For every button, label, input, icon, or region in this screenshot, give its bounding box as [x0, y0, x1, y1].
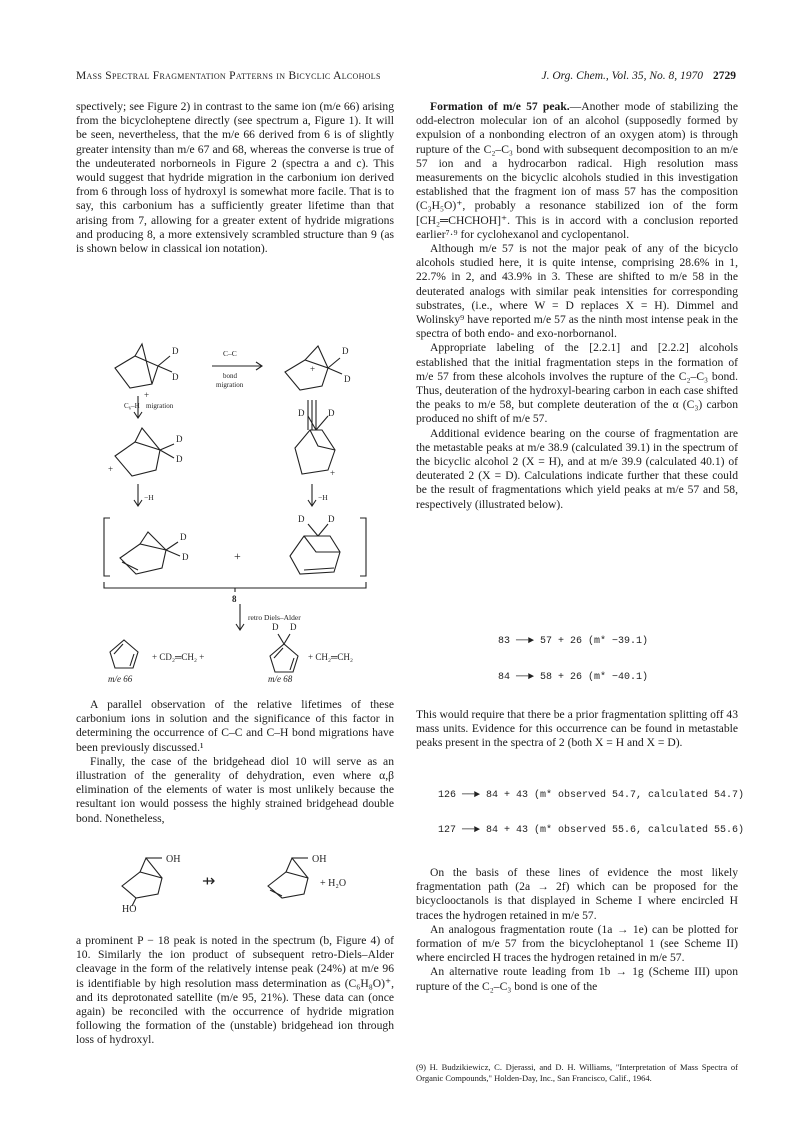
atom-label: D: [328, 408, 335, 418]
col1-bottom-text: [76, 934, 394, 1048]
paragraph: A parallel observation of the relative lifetimes of these carbonium ions in solution and the significance of this factor in determining the occurrence of C–C and C–H bond migrations have been previously discussed.¹: [76, 698, 394, 754]
minus-h-label: −H: [318, 493, 328, 502]
paragraph: Finally, the case of the bridgehead diol 10 will serve as an illustration of the generality of dehydration, even where α,β elimination of the elements of water is most unlikely because the resultant ion would possess the highly strained bridgehead double bond. Nonetheless,: [76, 754, 394, 825]
mz66-label: m/e 66: [108, 674, 133, 683]
arrow-cc-label: bond: [223, 372, 237, 380]
col2-bottom-text: [416, 866, 738, 994]
col2-top-text: [416, 100, 738, 512]
hydroxyl-label: OH: [166, 854, 181, 865]
atom-label: D: [182, 552, 189, 562]
atom-label: D: [176, 454, 183, 464]
paragraph: An analogous fragmentation route (1a → 1e) can be plotted for formation of m/e 57 from the bicycloheptanol 1 (see Scheme II) where encircled H traces the hydrogen retained in m/e 57.: [416, 922, 738, 965]
product-ethylene-d2: + CD₂═CH₂ +: [152, 652, 205, 662]
hydroxyl-label: OH: [312, 854, 327, 865]
atom-label: D: [272, 622, 279, 632]
equation: 83 ──► 57 + 26 (m* −39.1): [498, 636, 649, 647]
paragraph: This would require that there be a prior fragmentation splitting off 43 mass units. Evidence for this occurrence can be found in metastable peaks present in the spectra of 2 (both X = H and X = D).: [416, 708, 738, 750]
paragraph: a prominent P − 18 peak is noted in the spectrum (b, Figure 4) of 10. Similarly the ion product of subsequent retro-Diels–Alder cleavage in the form of the relatively intense peak (24%) at m/e 96 is identifiable by high resolution mass determination as (C₆H₈O)⁺, and its deprotonated satellite (m/e 95, 21%). These data can (once again) be reconciled with the occurrence of hydride migration following the formation of the (unstable) bridgehead ion through loss of hydroxyl.: [76, 934, 394, 1047]
charge-label: +: [310, 364, 316, 374]
footnote: (9) H. Budzikiewicz, C. Djerassi, and D. H. Williams, "Interpretation of Mass Spectra of Organic Compounds," Holden-Day, Inc., San Francisco, Calif., 1964.: [416, 1062, 738, 1083]
col2-mid-text: [416, 708, 738, 751]
arrow-ch-label: migration: [146, 402, 174, 410]
running-title: Mass Spectral Fragmentation Patterns in Bicyclic Alcohols: [76, 70, 381, 82]
plus-sign: +: [234, 549, 241, 563]
section-heading: Formation of m/e 57 peak.: [430, 100, 570, 113]
paragraph: An alternative route leading from 1b → 1g (Scheme III) upon rupture of the C₂–C₃ bond is one of the: [416, 965, 738, 993]
equation: 84 ──► 58 + 26 (m* −40.1): [498, 672, 649, 683]
paragraph: Appropriate labeling of the [2.2.1] and [2.2.2] alcohols established that the initial fragmentation steps in the formation of m/e 57 from these alcohols involves the rupture of the C₂–C₃ bond. Thus, deuteration of the hydroxyl-bearing carbon in each case shifted the peaks to m/e 58, but complete deuteration of the α (C₃) carbon produced no shift of m/e 57.: [416, 341, 738, 426]
atom-label: D: [172, 346, 179, 356]
hydroxyl-label: HO: [122, 904, 137, 912]
paragraph: spectively; see Figure 2) in contrast to the same ion (m/e 66) arising from the bicycloheptene directly (see spectrum a, Figure 1). It will be seen, nevertheless, that the m/e 66 derived from 6 is of slightly greater intensity than m/e 67 and 68, whereas the converse is true of the undeuterated norborneols in Figure 2 (spectra a and c). This would suggest that hydride migration in the carbonium ion derived from 6 through loss of hydroxyl is somewhat more facile. That is to say, this carbonium has a sufficiently greater lifetime than that arising from 7, allowing for a greater extent of hydride migrations and producing 8, a more extensively scrambled structure than 9 (as is shown below in classical ion notation).: [76, 100, 394, 256]
plus-water: + H₂O: [320, 878, 347, 889]
arrow-cc-label: migration: [216, 381, 244, 389]
atom-label: D: [342, 346, 349, 356]
atom-label: D: [328, 514, 335, 524]
paragraph-m57: Formation of m/e 57 peak.—Another mode of stabilizing the odd-electron molecular ion of an alcohol (supposedly formed by expulsion of a nonbonding electron of an oxygen atom) is through rupture of the C₂–C₃ bond with subsequent decomposition to an m/e 57 ion and a hydrocarbon radical. High resolution mass measurements on the bicyclic alcohols studied in this investigation established that the fragment ion of mass 57 has the composition (C₃H₅O)⁺, probably a resonance stabilized ion of the form [CH₂═CHCHOH]⁺. This is in accord with a conclusion reported earlier⁷·⁹ for cyclohexanol and cyclopentanol.: [416, 100, 738, 241]
page-number: 2729: [713, 70, 736, 82]
charge-label: +: [330, 468, 336, 478]
mz68-label: m/e 68: [268, 674, 293, 683]
atom-label: D: [298, 514, 305, 524]
charge-label: +: [108, 464, 114, 474]
atom-label: D: [172, 372, 179, 382]
atom-label: D: [290, 622, 297, 632]
equation: 127 ──► 84 + 43 (m* observed 55.6, calculated 55.6): [438, 825, 745, 836]
paragraph: Although m/e 57 is not the major peak of any of the bicyclo alcohols studied here, it is quite intense, comprising 28.6% in 1, 22.7% in 2, and 43.9% in 3. These are shifted to m/e 58 in the deuterated analogs with similar peak intensities for corresponding substrates, (i.e., where W = D replaces X = H). Dimmel and Wolinsky⁹ have reported m/e 57 as the ninth most intense peak in the spectra of both endo- and exo-norbornanol.: [416, 242, 738, 341]
atom-label: D: [180, 532, 187, 542]
equation: 126 ──► 84 + 43 (m* observed 54.7, calculated 54.7): [438, 790, 745, 801]
paragraph: On the basis of these lines of evidence the most likely fragmentation path (2a → 2f) which can be proposed for the bicyclooctanols is that displayed in Scheme I where encircled H traces the hydrogen retained in m/e 57.: [416, 866, 738, 922]
col1-mid-text: [76, 698, 394, 826]
atom-label: D: [344, 374, 351, 384]
journal-citation: J. Org. Chem., Vol. 35, No. 8, 1970 2729: [541, 70, 736, 82]
compound-number: 8: [232, 594, 237, 604]
minus-h-label: −H: [144, 493, 154, 502]
atom-label: D: [298, 408, 305, 418]
retro-diels-alder-label: retro Diels–Alder: [248, 613, 301, 622]
atom-label: D: [176, 434, 183, 444]
paragraph: Additional evidence bearing on the course of fragmentation are the metastable peaks at m/e 38.9 (calculated 39.1) in the spectrum of the bicyclic alcohol 2 (X = H), and at m/e 39.9 (calculated 40.1) of deuterated 2 (X = D). Calculations indicate further that these could be the result of fragmentations which yield peaks at m/e 57 and 58, respectively (illustrated below).: [416, 426, 738, 511]
scheme-carbonium-rearrangement: [90, 338, 390, 683]
arrow-cc-label: C–C: [223, 349, 237, 358]
col1-top-text: [76, 100, 394, 256]
charge-label: +: [144, 390, 150, 400]
arrow-ch-label: C₆–H: [124, 402, 140, 410]
not-arrow: ⇸: [202, 873, 216, 890]
scheme-diol-dehydration: [110, 852, 390, 912]
product-ethylene: + CH₂═CH₂: [308, 652, 353, 662]
